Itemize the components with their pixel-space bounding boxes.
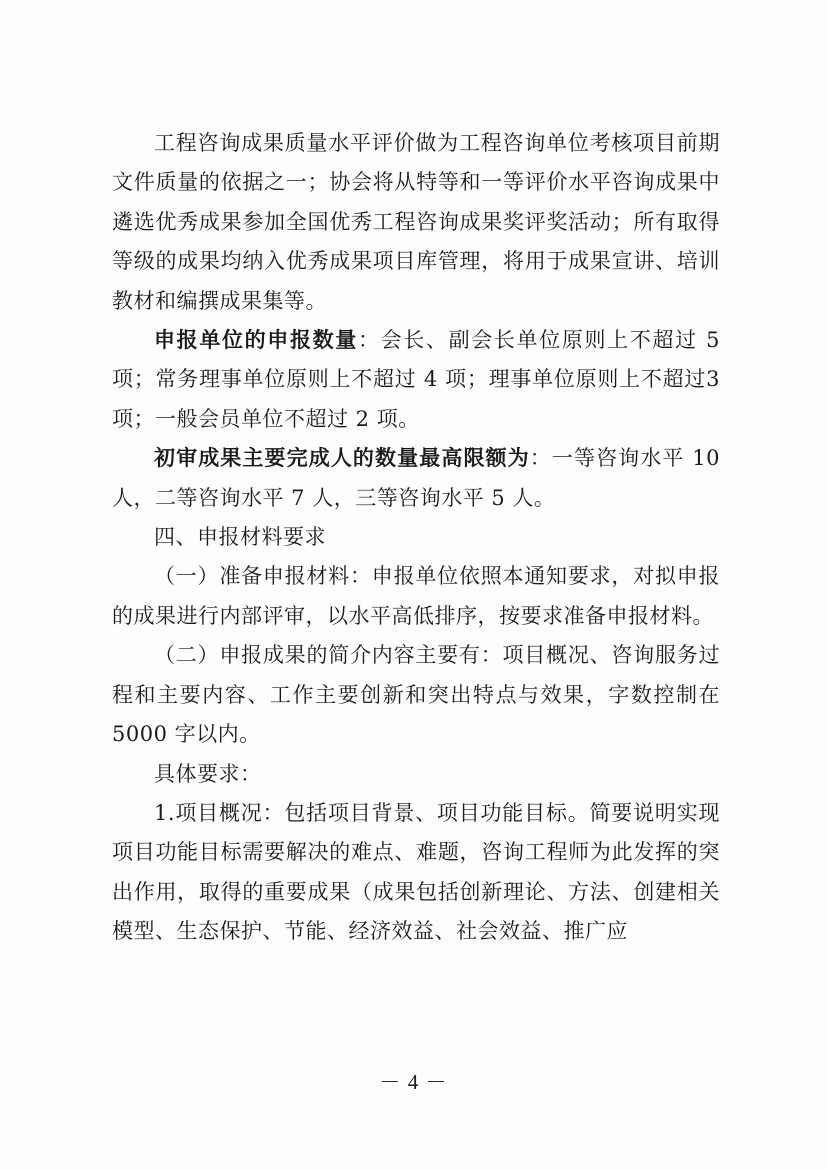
page-number: － 4 － — [379, 1070, 448, 1094]
paragraph-specific-requirements — [112, 755, 720, 794]
paragraph-bold-lead: 初审成果主要完成人的数量最高限额为 — [154, 446, 530, 471]
paragraph-contributor-limit — [112, 439, 720, 518]
section-heading — [112, 518, 720, 557]
paragraph-text: （一）准备申报材料：申报单位依照本通知要求，对拟申报的成果进行内部评审，以水平高低排序，按要求准备申报材料。 — [112, 564, 720, 628]
paragraph-text: 工程咨询成果质量水平评价做为工程咨询单位考核项目前期文件质量的依据之一；协会将从特等和一等评价水平咨询成果中遴选优秀成果参加全国优秀工程咨询成果奖评奖活动；所有取得等级的成果均纳入优秀成果项目库管理，将用于成果宣讲、培训教材和编撰成果集等。 — [112, 131, 720, 313]
body-text — [112, 124, 720, 952]
paragraph-text: （二）申报成果的简介内容主要有：项目概况、咨询服务过程和主要内容、工作主要创新和突出特点与效果，字数控制在 5000 字以内。 — [112, 643, 720, 747]
paragraph-text: ：会长、副会长单位原则上不超过 5项；常务理事单位原则上不超过 4 项；理事单位原则上不超过3 项；一般会员单位不超过 2 项。 — [112, 328, 721, 431]
paragraph-text: 具体要求： — [154, 761, 262, 786]
paragraph-summary-content — [112, 636, 720, 754]
paragraph-prepare-materials — [112, 557, 720, 636]
paragraph-bold-lead: 申报单位的申报数量 — [154, 328, 358, 353]
paragraph-text: 1.项目概况：包括项目背景、项目功能目标。简要说明实现项目功能目标需要解决的难点、难题，咨询工程师为此发挥的突出作用，取得的重要成果（成果包括创新理论、方法、创建相关模型、生态保护、节能、经济效益、社会效益、推广应 — [112, 800, 720, 944]
paragraph-project-overview — [112, 794, 720, 952]
paragraph-text: ：一等咨询水平 10 人，二等咨询水平 7 人，三等咨询水平 5 人。 — [112, 446, 720, 510]
paragraph-submission-quota — [112, 321, 720, 439]
heading-text: 四、申报材料要求 — [154, 525, 326, 550]
paragraph-evaluation-purpose — [112, 124, 720, 321]
